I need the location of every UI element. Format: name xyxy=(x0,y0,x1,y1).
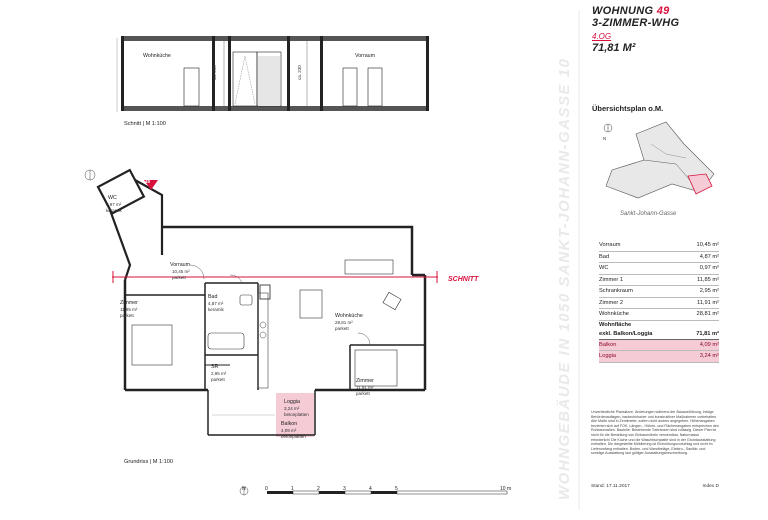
room-wohnkueche-floor: parkett xyxy=(335,326,349,331)
floor-plan-drawing xyxy=(80,165,480,465)
vertical-banner xyxy=(535,10,585,510)
room-row-name: Schrankraum xyxy=(599,286,683,298)
room-row xyxy=(599,263,719,275)
sum-row-label xyxy=(599,320,719,330)
sum-row-value: 71,81 m² xyxy=(683,330,719,340)
extra-row-value: 3,24 m² xyxy=(683,351,719,363)
section-height-1: ca. 250 xyxy=(212,65,217,80)
room-row-value: 11,91 m² xyxy=(683,297,719,309)
room-row-value: 10,45 m² xyxy=(683,240,719,251)
schnitt-label: SCHNITT xyxy=(448,276,479,283)
index-label: Index D xyxy=(702,484,719,489)
room-row xyxy=(599,274,719,286)
overview-title: Übersichtsplan o.M. xyxy=(592,104,664,113)
room-loggia-area: 3,24 m² xyxy=(284,406,300,411)
room-vorraum-floor: parkett xyxy=(172,275,186,280)
overview-north: N xyxy=(603,136,607,141)
room-row xyxy=(599,309,719,321)
extra-row-name: Loggia xyxy=(599,351,683,363)
room-zimmer1-floor: parkett xyxy=(120,313,134,318)
room-row-name: WC xyxy=(599,263,683,275)
section-height-2: ca. 230 xyxy=(297,65,302,80)
room-row xyxy=(599,286,719,298)
scale-4: 4 xyxy=(369,486,372,492)
room-row-value: 4,87 m² xyxy=(683,251,719,263)
stand-date: Stand: 17.11.2017 xyxy=(591,484,630,489)
room-balkon-name: Balkon xyxy=(281,421,298,427)
room-row-value: 28,81 m² xyxy=(683,309,719,321)
extra-row-value: 4,09 m² xyxy=(683,339,719,351)
section-caption: Schnitt | M 1:100 xyxy=(124,121,166,127)
room-zimmer1-area: 11,85 m² xyxy=(120,307,138,312)
vertical-banner-text: WOHNGEBÄUDE IN 1050 SANKT-JOHANN-GASSE 10 xyxy=(556,57,573,500)
unit-type: 3-ZIMMER-WHG xyxy=(592,17,680,29)
room-row-name: Bad xyxy=(599,251,683,263)
room-zimmer2-floor: parkett xyxy=(356,391,370,396)
scale-north: N xyxy=(242,486,246,492)
room-bad-floor: keramik xyxy=(208,307,224,312)
room-zimmer1-name: Zimmer xyxy=(120,300,138,306)
scale-1: 1 xyxy=(291,486,294,492)
room-row-name: Zimmer 2 xyxy=(599,297,683,309)
room-loggia-name: Loggia xyxy=(284,399,300,405)
street-name: Sankt-Johann-Gasse xyxy=(620,211,677,217)
room-row-name: Zimmer 1 xyxy=(599,274,683,286)
room-wohnkueche-name: Wohnküche xyxy=(335,313,363,319)
extra-row xyxy=(599,351,719,363)
sum-row-label-value xyxy=(683,320,719,330)
scale-5: 5 xyxy=(395,486,398,492)
disclaimer-note: Unverbindliche Planskizze. Änderungen während der Bauausführung, infolge Behördenauflagen, bautechnischer und konstruktiver Maßnahmen vorbehalten. Alle Maße sind in Zentimeter, sofern nicht anders angegeben. Höhenangaben beziehen sich auf FOK. Längen-, Höhen- und Flächenangaben entsprechen den Rohbaumaßen. Bauteile: Bestehende Toleranzen sind zulässig. Dieser Plan ist nicht für die Bestellung von Einbaumöbeln verwendbar, Naturmasse erforderlich! Die Küche und die Waschtischplatte sind in der Grundausstattung enthalten. Die dargestellte Möblierung ist Einrichtungsvorschlag und nicht im Lieferumfang enthalten. Boden- und Wandbeläge, Elektro-, Sanitär- und sonstige Ausstattung laut gültiger Ausstattungsbeschreibung. xyxy=(591,410,719,456)
room-wc-floor: keramik xyxy=(106,208,122,213)
room-row-value: 11,85 m² xyxy=(683,274,719,286)
footer xyxy=(591,484,719,489)
section-drawing xyxy=(115,30,445,122)
sum-row-label-name: Wohnfläche xyxy=(599,322,632,328)
room-wohnkueche-area: 28,81 m² xyxy=(335,320,353,325)
room-zimmer2-name: Zimmer xyxy=(356,378,374,384)
unit-badge: 49 xyxy=(145,179,151,184)
room-loggia-floor: betonplatten xyxy=(284,412,309,417)
room-row-name: Vorraum xyxy=(599,240,683,251)
section-label-vorraum: Vorraum xyxy=(355,53,376,59)
unit-number: 49 xyxy=(656,5,670,17)
room-wc-name: WC xyxy=(108,195,117,201)
room-vorraum-area: 10,45 m² xyxy=(172,269,190,274)
scale-3: 3 xyxy=(343,486,346,492)
section-label-wohnkueche: Wohnküche xyxy=(143,53,171,59)
room-row-value: 2,95 m² xyxy=(683,286,719,298)
extra-row xyxy=(599,339,719,351)
unit-title-prefix: WOHNUNG xyxy=(592,5,654,17)
room-row-value: 0,97 m² xyxy=(683,263,719,275)
unit-area: 71,81 M² xyxy=(592,42,636,54)
unit-title xyxy=(592,5,679,29)
sum-row-name: exkl. Balkon/Loggia xyxy=(599,330,683,340)
unit-floor: 4.OG xyxy=(592,32,612,41)
room-sr-area: 2,95 m² xyxy=(211,371,227,376)
room-zimmer2-area: 11,91 m² xyxy=(356,385,374,390)
room-balkon-area: 4,09 m² xyxy=(281,428,297,433)
room-row-name: Wohnküche xyxy=(599,309,683,321)
scale-0: 0 xyxy=(265,486,268,492)
extra-row-name: Balkon xyxy=(599,339,683,351)
scale-10: 10 m xyxy=(500,486,512,492)
room-row xyxy=(599,251,719,263)
room-row xyxy=(599,240,719,251)
room-sr-floor: parkett xyxy=(211,377,225,382)
room-bad-name: Bad xyxy=(208,294,218,300)
room-area-table xyxy=(599,240,719,363)
sum-row xyxy=(599,330,719,340)
room-row xyxy=(599,297,719,309)
overview-map xyxy=(596,114,720,212)
plan-caption: Grundriss | M 1:100 xyxy=(124,459,174,465)
room-sr-name: SR xyxy=(211,364,219,370)
room-bad-area: 4,87 m² xyxy=(208,301,224,306)
room-wc-area: 0,97 m² xyxy=(106,202,122,207)
room-vorraum-name: Vorraum xyxy=(170,262,191,268)
room-balkon-floor: betonplatten xyxy=(281,434,306,439)
scale-2: 2 xyxy=(317,486,320,492)
scale-bar xyxy=(236,482,516,500)
